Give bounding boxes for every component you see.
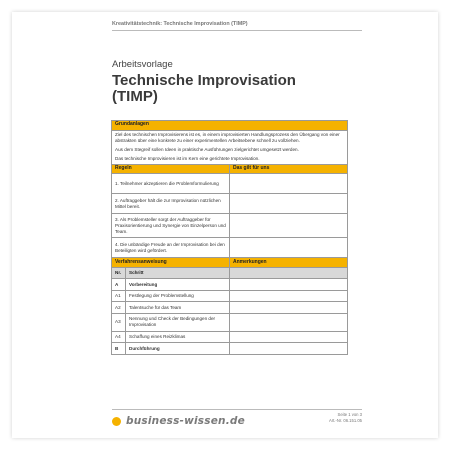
step-number: A4 <box>112 331 126 343</box>
step-number: A2 <box>112 302 126 314</box>
verfahren-notes-header: Anmerkungen <box>230 258 348 268</box>
logo-dot-icon <box>112 417 121 426</box>
title-line-2: (TIMP) <box>112 88 158 105</box>
rule-note-cell[interactable] <box>230 194 348 214</box>
rule-item: 3. Als Problemsteller sorgt der Auftraggeber für Praxisorientierung und Synergie von Einzelperson und Team. <box>112 214 230 238</box>
grundlagen-heading: Grundanlagen <box>112 121 348 131</box>
logo-text: business-wissen.de <box>126 415 245 427</box>
grundlagen-text <box>112 130 348 164</box>
step-number: A <box>112 279 126 291</box>
title-line-1: Technische Improvisation <box>112 72 296 89</box>
business-wissen-logo <box>112 415 245 427</box>
step-text: Vorbereitung <box>126 279 230 291</box>
running-header: Kreativitätstechnik: Technische Improvisation (TIMP) <box>112 21 248 27</box>
step-number: B <box>112 343 126 355</box>
document-page <box>12 12 438 438</box>
grundlagen-paragraph: Das technische Improvisieren ist im Kern eine gerichtete Improvisation. <box>115 156 260 162</box>
regeln-notes-header: Das gilt für uns <box>230 164 348 174</box>
article-number: Art.-Nr. 06.151.05 <box>328 418 362 423</box>
regeln-header: Regeln <box>112 164 230 174</box>
step-note-cell[interactable] <box>230 279 348 291</box>
step-note-cell[interactable] <box>230 290 348 302</box>
step-number-header: Nr. <box>112 267 126 279</box>
step-header: Schritt <box>126 267 230 279</box>
worksheet-table <box>111 120 348 355</box>
document-title <box>112 73 352 105</box>
rule-note-cell[interactable] <box>230 174 348 194</box>
rule-item: 4. Die unbändige Freude an der Improvisation bei den Beteiligten wird gefördert. <box>112 238 230 258</box>
step-note-cell[interactable] <box>230 343 348 355</box>
step-text: Durchführung <box>126 343 230 355</box>
header-divider <box>112 30 362 31</box>
step-text: Schaffung eines Reizklimas <box>126 331 230 343</box>
rule-item: 1. Teilnehmer akzeptieren die Problemformulierung <box>112 174 230 194</box>
step-notes-header <box>230 267 348 279</box>
page-number: Seite 1 von 3 <box>337 412 362 417</box>
step-note-cell[interactable] <box>230 331 348 343</box>
rule-item: 2. Auftraggeber hält die zur Improvisation nützlichen Mittel bereit. <box>112 194 230 214</box>
document-kicker: Arbeitsvorlage <box>112 59 173 70</box>
verfahren-header: Verfahrensanweisung <box>112 258 230 268</box>
step-text: Nennung und Check der Bedingungen der Improvisation <box>126 313 230 331</box>
step-text: Festlegung der Problemstellung <box>126 290 230 302</box>
footer-divider <box>112 409 362 410</box>
grundlagen-paragraph: Aus dem Stegreif sollen Ideen in praktische Ausführungen zielgerichtet umgesetzt werden. <box>115 147 299 153</box>
step-number: A1 <box>112 290 126 302</box>
step-text: Talentsuche für das Team <box>126 302 230 314</box>
rule-note-cell[interactable] <box>230 238 348 258</box>
grundlagen-paragraph: Ziel des technischen Improvisierens ist es, in einem improvisierten Handlungsprozess den Übergang von einer abstrakten über eine konkrete zu einer experimentellen Arbeitsebene schnell zu vollziehen. <box>115 131 340 143</box>
step-number: A3 <box>112 313 126 331</box>
step-note-cell[interactable] <box>230 302 348 314</box>
step-note-cell[interactable] <box>230 313 348 331</box>
page-info <box>329 412 362 424</box>
rule-note-cell[interactable] <box>230 214 348 238</box>
